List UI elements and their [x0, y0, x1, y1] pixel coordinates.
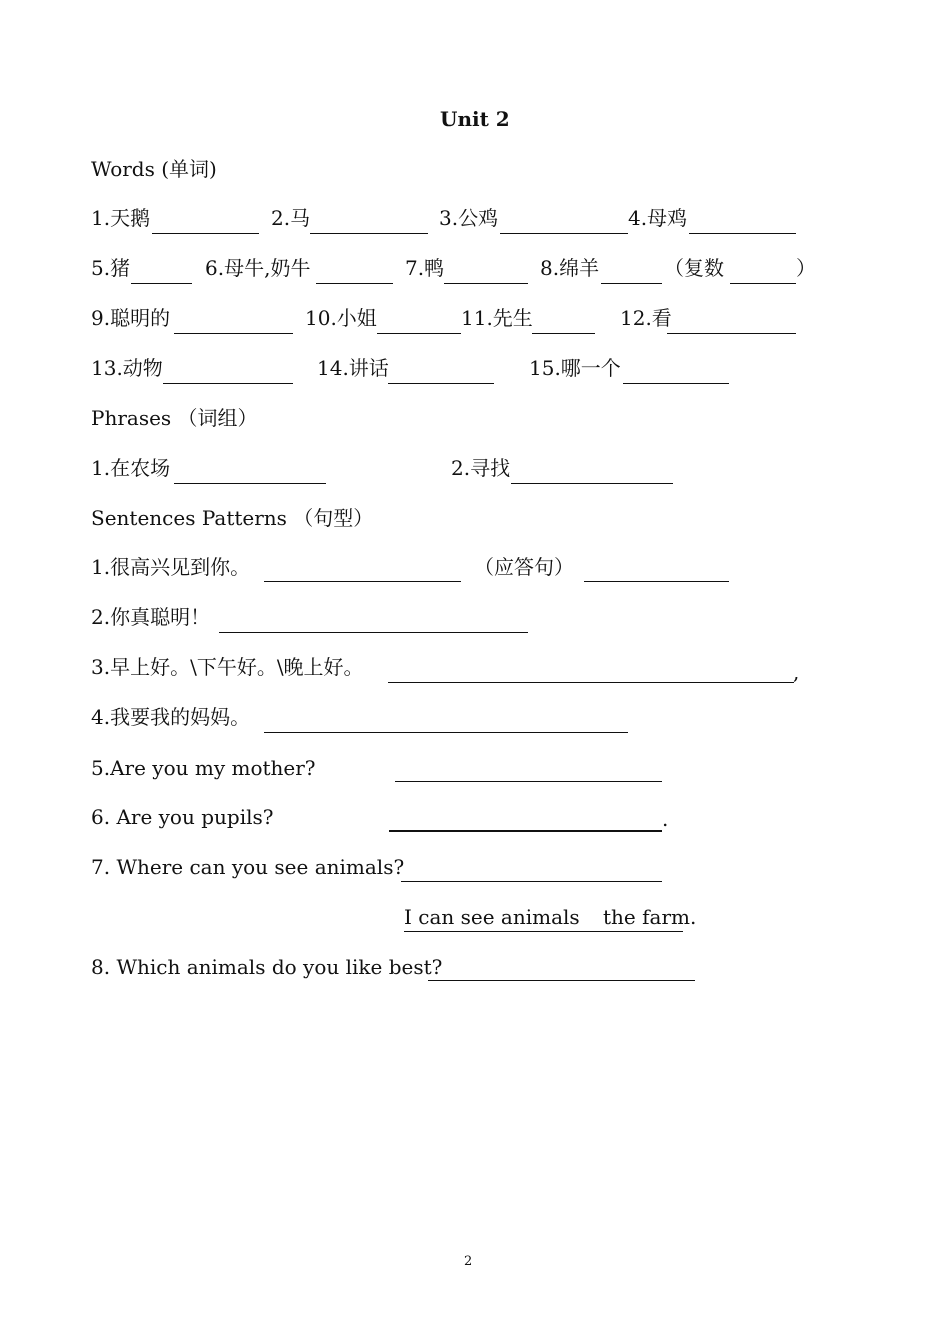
sentences-heading: Sentences Patterns （句型）	[91, 506, 374, 530]
sentence-1-reply-blank[interactable]	[584, 581, 729, 582]
word-2-blank[interactable]	[310, 233, 428, 234]
word-3-label: 3.公鸡	[439, 206, 499, 230]
word-9-blank[interactable]	[174, 333, 293, 334]
page-title: Unit 2	[440, 107, 510, 131]
sentence-7-label: 7. Where can you see animals?	[91, 855, 405, 879]
sentence-7-answer-part-b: the farm.	[603, 905, 697, 929]
sentence-2-label: 2.你真聪明！	[91, 605, 211, 629]
sentence-7-answer-part-a: I can see animals	[404, 905, 580, 929]
phrase-1-blank[interactable]	[174, 483, 326, 484]
sentence-5-blank[interactable]	[395, 781, 662, 782]
page-number: 2	[464, 1254, 473, 1269]
sentence-6-end: .	[662, 807, 669, 831]
word-12-label: 12.看	[620, 306, 672, 330]
word-8-blank[interactable]	[601, 283, 662, 284]
word-11-blank[interactable]	[532, 333, 595, 334]
word-13-label: 13.动物	[91, 356, 163, 380]
word-4-blank[interactable]	[689, 233, 796, 234]
word-6-label: 6.母牛,奶牛	[205, 256, 311, 280]
sentence-7-blank[interactable]	[401, 881, 662, 882]
sentence-8-label: 8. Which animals do you like best?	[91, 955, 443, 979]
sentence-3-end: ,	[793, 660, 800, 684]
word-1-label: 1.天鹅	[91, 206, 151, 230]
word-8-plural-close: ）	[796, 256, 816, 280]
word-10-label: 10.小姐	[305, 306, 377, 330]
word-2-label: 2.马	[271, 206, 311, 230]
word-10-blank[interactable]	[377, 333, 461, 334]
word-12-blank[interactable]	[667, 333, 796, 334]
word-3-blank[interactable]	[500, 233, 628, 234]
words-heading: Words (单词)	[91, 157, 217, 181]
word-14-label: 14.讲话	[317, 356, 389, 380]
word-8-plural-blank[interactable]	[730, 283, 796, 284]
word-6-blank[interactable]	[316, 283, 393, 284]
word-14-blank[interactable]	[388, 383, 494, 384]
sentence-1-label: 1.很高兴见到你。	[91, 555, 251, 579]
word-5-label: 5.猪	[91, 256, 131, 280]
sentence-1-blank[interactable]	[264, 581, 461, 582]
phrase-1-label: 1.在农场	[91, 456, 171, 480]
sentence-4-blank[interactable]	[264, 732, 628, 733]
word-1-blank[interactable]	[152, 233, 259, 234]
word-7-blank[interactable]	[444, 283, 528, 284]
phrase-2-blank[interactable]	[511, 483, 673, 484]
sentence-6-label: 6. Are you pupils?	[91, 805, 274, 829]
word-13-blank[interactable]	[163, 383, 293, 384]
word-9-label: 9.聪明的	[91, 306, 171, 330]
word-8-plural-open: （复数	[664, 256, 724, 280]
sentence-1-reply-label: （应答句）	[474, 555, 574, 579]
sentence-4-label: 4.我要我的妈妈。	[91, 705, 251, 729]
word-8-label: 8.绵羊	[540, 256, 600, 280]
phrase-2-label: 2.寻找	[451, 456, 511, 480]
sentence-7-answer-underline[interactable]	[404, 931, 683, 932]
sentence-3-label: 3.早上好。\下午好。\晚上好。	[91, 655, 364, 679]
word-5-blank[interactable]	[131, 283, 192, 284]
word-11-label: 11.先生	[461, 306, 533, 330]
word-15-blank[interactable]	[623, 383, 729, 384]
word-15-label: 15.哪一个	[529, 356, 621, 380]
sentence-3-blank[interactable]	[388, 682, 794, 683]
sentence-5-label: 5.Are you my mother?	[91, 756, 316, 780]
sentence-2-blank[interactable]	[219, 632, 528, 633]
sentence-8-blank[interactable]	[428, 980, 695, 981]
word-7-label: 7.鸭	[405, 256, 445, 280]
phrases-heading: Phrases （词组）	[91, 406, 258, 430]
word-4-label: 4.母鸡	[628, 206, 688, 230]
sentence-6-blank[interactable]	[389, 830, 662, 832]
